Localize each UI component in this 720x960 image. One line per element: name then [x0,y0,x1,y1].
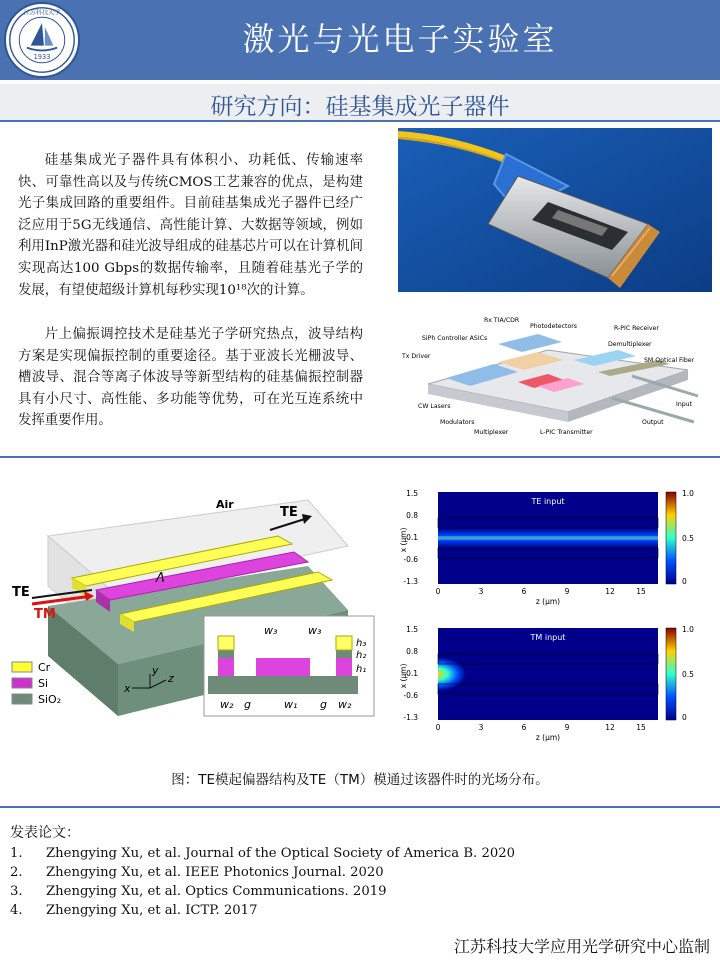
publication-item [10,903,515,922]
tm-ytick-5: -1.3 [403,713,418,722]
figure-caption: 图：TE模起偏器结构及TE（TM）模通过该器件时的光场分布。 [171,772,549,788]
label-w2-right: w₂ [338,698,352,711]
publication-text: Zhengying Xu, et al. Journal of the Optical Society of America B. 2020 [46,846,515,861]
axis-y-label: y [152,664,159,677]
tm-xlabel: z (μm) [535,733,561,742]
label-period-lambda: Λ [156,571,165,586]
te-ytick-1: 1.5 [406,489,418,498]
tm-ytick-4: -0.6 [403,691,418,700]
te-ylabel: x (μm) [399,527,408,553]
publication-text: Zhengying Xu, et al. Optics Communications. 2019 [46,884,387,899]
tm-cbar-min: 0 [682,713,687,722]
section-divider [0,806,720,808]
label-tx-driver: Tx Driver [402,353,431,360]
te-colorbar [666,492,676,584]
intro-paragraph: 硅基集成光子器件具有体积小、功耗低、传输速率快、可靠性高以及与传统CMOS工艺兼容的优点，是构建光子集成回路的重要组件。目前硅基集成光子器件已经广泛应用于5G无线通信、高性能计算、大数据等领域，例如利用InP激光器和硅光波导组成的硅基芯片可以在计算机间实现高达100 Gbps的数据传输率，且随着硅基光子学的发展，有望使超级计算机每秒实现10¹⁸次的计算。 [18,153,363,298]
footer-credit: 江苏科技大学应用光学研究中心监制 [453,937,710,956]
te-xtick-5: 12 [605,587,615,596]
label-rx-tia: Rx TIA/CDR [484,317,520,324]
university-logo [4,2,80,78]
te-cbar-min: 0 [682,577,687,586]
te-xtick-6: 15 [636,587,646,596]
research-direction-title: 研究方向：硅基集成光子器件 [210,94,510,120]
label-photodetectors: Photodetectors [530,323,577,330]
tm-colorbar [666,628,676,720]
label-air: Air [216,498,234,511]
label-lpic-transmitter: L-PIC Transmitter [540,429,593,436]
legend-si-swatch [12,678,32,688]
legend-cr-label: Cr [38,661,51,674]
label-siph-controller: SiPh Controller ASICs [422,335,488,342]
label-modulators: Modulators [440,419,475,426]
te-ytick-3: 0.1 [406,533,418,542]
publication-number: 4. [10,903,23,918]
te-ytick-5: -1.3 [403,577,418,586]
logo-year: 1933 [33,52,51,61]
publication-number: 3. [10,884,23,899]
tm-ylabel: x (μm) [399,663,408,689]
polarization-paragraph: 片上偏振调控技术是硅基光子学研究热点，波导结构方案是实现偏振控制的重要途径。基于亚波长光栅波导、槽波导、混合等离子体波导等新型结构的硅基偏振控制器具有小尺寸、高性能、多功能等优势，可在光互连系统中发挥重要作用。 [18,327,363,429]
label-demultiplexer: Demultiplexer [608,341,652,348]
label-w2-left: w₂ [220,698,234,711]
publication-item [10,865,515,884]
transceiver-photo [398,128,712,292]
te-cbar-mid: 0.5 [682,534,694,543]
tm-xtick-1: 0 [435,723,441,732]
publications-title: 发表论文： [10,825,80,841]
tm-cbar-mid: 0.5 [682,670,694,679]
publication-item [10,846,515,865]
publication-number: 1. [10,846,23,861]
label-input: Input [676,401,693,408]
te-ytick-4: -0.6 [403,555,418,564]
label-g-left: g [244,698,251,711]
tm-xtick-2: 3 [478,723,484,732]
tm-ytick-3: 0.1 [406,669,418,678]
tm-plot-title: TM input [530,633,566,642]
label-te-input: TE [12,585,30,600]
label-te-output: TE [280,505,298,520]
te-xtick-2: 3 [478,587,484,596]
polarizer-structure-figure [8,486,378,732]
label-output: Output [642,419,664,426]
tm-xtick-5: 12 [605,723,615,732]
publication-item [10,884,515,903]
te-field-plot [398,484,712,614]
tm-xtick-6: 15 [636,723,646,732]
label-g-right: g [320,698,327,711]
logo-emblem [6,4,78,76]
lab-title: 激光与光电子实验室 [242,20,558,58]
te-xtick-3: 6 [521,587,527,596]
label-sm-optical-fiber: SM Optical Fiber [644,357,695,364]
legend-si-label: Si [38,677,49,690]
label-multiplexer: Multiplexer [474,429,509,436]
label-w3-right: w₃ [308,624,322,637]
publication-text: Zhengying Xu, et al. IEEE Photonics Journal. 2020 [46,865,384,880]
tm-ytick-2: 0.8 [406,647,418,656]
tm-cbar-max: 1.0 [682,625,694,634]
tm-ytick-1: 1.5 [406,625,418,634]
te-xlabel: z (μm) [535,597,561,606]
axis-x-label: x [124,682,131,695]
te-ytick-2: 0.8 [406,511,418,520]
label-w3-left: w₃ [264,624,278,637]
publication-list [10,846,515,922]
te-xtick-1: 0 [435,587,441,596]
tm-xtick-3: 6 [521,723,527,732]
header-bar [0,0,720,80]
publication-text: Zhengying Xu, et al. ICTP. 2017 [46,903,258,918]
publication-number: 2. [10,865,23,880]
tm-field-plot [398,620,712,750]
label-h1: h₁ [356,664,367,675]
te-xtick-4: 9 [564,587,570,596]
label-cw-lasers: CW Lasers [418,403,451,410]
axis-z-label: z [168,672,174,685]
label-rpic-receiver: R-PIC Receiver [614,325,659,332]
te-plot-title: TE input [531,497,565,506]
tm-xtick-4: 9 [564,723,570,732]
label-tm-input: TM [34,607,56,622]
legend-cr-swatch [12,662,32,672]
logo-text: 江苏科技大学 [23,9,61,17]
silicon-photonics-chip-diagram [398,312,712,438]
te-cbar-max: 1.0 [682,489,694,498]
legend-sio2-swatch [12,694,32,704]
label-h3: h₃ [356,638,367,649]
label-w1: w₁ [284,698,298,711]
legend-sio2-label: SiO₂ [38,693,62,706]
label-h2: h₂ [356,650,367,661]
section-divider [0,456,720,458]
